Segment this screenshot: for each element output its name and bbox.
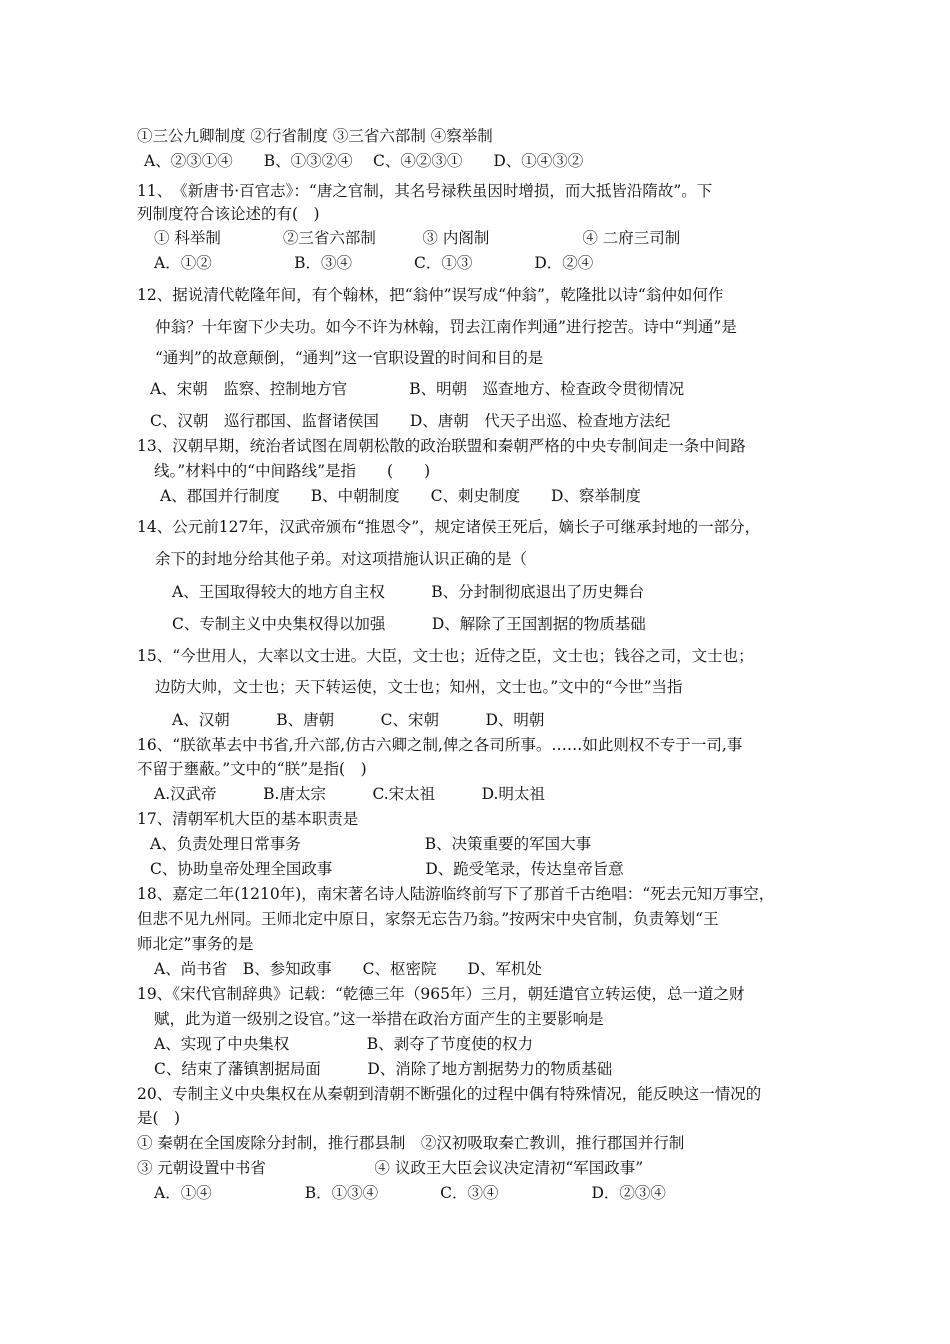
q14-choices-cd: C、专制主义中央集权得以加强 D、解除了王国割据的物质基础 (172, 615, 646, 633)
q16-choices: A.汉武帝 B.唐太宗 C.宋太祖 D.明太祖 (154, 785, 545, 803)
q18-choices: A、尚书省 B、参知政事 C、枢密院 D、军机处 (154, 960, 542, 978)
q15-choices: A、汉朝 B、唐朝 C、宋朝 D、明朝 (172, 711, 545, 729)
q13-stem-line1: 13、汉朝早期，统治者试图在周朝松散的政治联盟和秦朝严格的中央专制间走一条中间路 (137, 437, 746, 455)
q12-stem-line1: 12、据说清代乾隆年间，有个翰林，把“翁仲”误写成“仲翁”，乾隆批以诗“翁仲如何作 (137, 286, 724, 304)
q19-choices-ab: A、实现了中央集权 B、剥夺了节度使的权力 (154, 1035, 534, 1053)
q15-stem-line2: 边防大帅，文士也；天下转运使，文士也；知州，文士也。”文中的“今世”当指 (155, 678, 683, 696)
q12-stem-line2: 仲翁？十年窗下少夫功。如今不许为林翰，罚去江南作判通”进行挖苦。诗中“判通”是 (155, 318, 737, 336)
q10-choices: A、②③①④ B、①③②④ C、④②③① D、①④③② (144, 152, 584, 170)
q19-stem-line2: 赋，此为道一级别之设官。”这一举措在政治方面产生的主要影响是 (154, 1010, 604, 1028)
q20-stem-line1: 20、专制主义中央集权在从秦朝到清朝不断强化的过程中偶有特殊情况，能反映这一情况的 (137, 1085, 762, 1103)
q17-stem: 17、清朝军机大臣的基本职责是 (137, 810, 359, 828)
q12-choices-ab: A、宋朝 监察、控制地方官 B、明朝 巡查地方、检查政令贯彻情况 (150, 380, 685, 398)
q11-choices: A．①② B．③④ C．①③ D．②④ (154, 254, 594, 272)
q13-choices: A、郡国并行制度 B、中朝制度 C、刺史制度 D、察举制度 (160, 487, 641, 505)
q20-options-row2: ③ 元朝设置中书省 ④ 议政王大臣会议决定清初“军国政事” (137, 1159, 644, 1177)
q20-stem-line2: 是( ) (137, 1109, 181, 1127)
q12-choices-cd: C、汉朝 巡行郡国、监督诸侯国 D、唐朝 代天子出巡、检查地方法纪 (150, 412, 671, 430)
q18-stem-line2: 但悲不见九州同。王师北定中原日，家祭无忘告乃翁。”按两宋中央官制，负责筹划“王 (137, 910, 719, 928)
q14-stem-line2: 余下的封地分给其他子弟。对这项措施认识正确的是（ (155, 550, 528, 568)
q19-stem-line1: 19、《宋代官制辞典》记载：“乾德三年（965年）三月，朝廷遣官立转运使，总一道之财 (137, 985, 745, 1003)
q16-stem-line1: 16、“朕欲革去中书省,升六部,仿古六卿之制,俾之各司所事。……如此则权不专于一司,事 (137, 736, 743, 754)
q18-stem-line1: 18、嘉定二年(1210年)，南宋著名诗人陆游临终前写下了那首千古绝唱：“死去元知万事空， (137, 885, 775, 903)
q15-stem-line1: 15、“今世用人，大率以文士进。大臣，文士也；近侍之臣，文士也；钱谷之司，文士也； (137, 647, 754, 665)
q12-stem-line3: “通判”的故意颠倒，“通判”这一官职设置的时间和目的是 (155, 349, 544, 367)
q16-stem-line2: 不留于壅蔽。”文中的“朕”是指( ) (137, 760, 367, 778)
q20-choices: A．①④ B．①③④ C．③④ D．②③④ (154, 1184, 666, 1202)
q19-choices-cd: C、结束了藩镇割据局面 D、消除了地方割据势力的物质基础 (154, 1060, 613, 1078)
q17-choices-cd: C、协助皇帝处理全国政事 D、跪受笔录，传达皇帝旨意 (150, 860, 624, 878)
q14-stem-line1: 14、公元前127年，汉武帝颁布“推恩令”，规定诸侯王死后，嫡长子可继承封地的一部分， (137, 518, 761, 536)
q13-stem-line2: 线。”材料中的“中间路线”是指 ( ) (154, 462, 431, 480)
q11-options-list: ① 科举制 ②三省六部制 ③ 内阁制 ④ 二府三司制 (154, 229, 681, 247)
q10-options-list: ①三公九卿制度 ②行省制度 ③三省六部制 ④察举制 (137, 127, 493, 145)
q14-choices-ab: A、王国取得较大的地方自主权 B、分封制彻底退出了历史舞台 (172, 583, 645, 601)
q18-stem-line3: 师北定”事务的是 (137, 935, 254, 953)
q11-stem-line2: 列制度符合该论述的有( ) (137, 205, 320, 223)
q20-options-row1: ① 秦朝在全国废除分封制，推行郡县制 ②汉初吸取秦亡教训，推行郡国并行制 (137, 1134, 685, 1152)
q11-stem-line1: 11、 《新唐书·百官志》：“唐之官制，其名号禄秩虽因时增损，而大抵皆沿隋故”。下 (137, 182, 713, 200)
q17-choices-ab: A、负责处理日常事务 B、决策重要的军国大事 (150, 835, 592, 853)
